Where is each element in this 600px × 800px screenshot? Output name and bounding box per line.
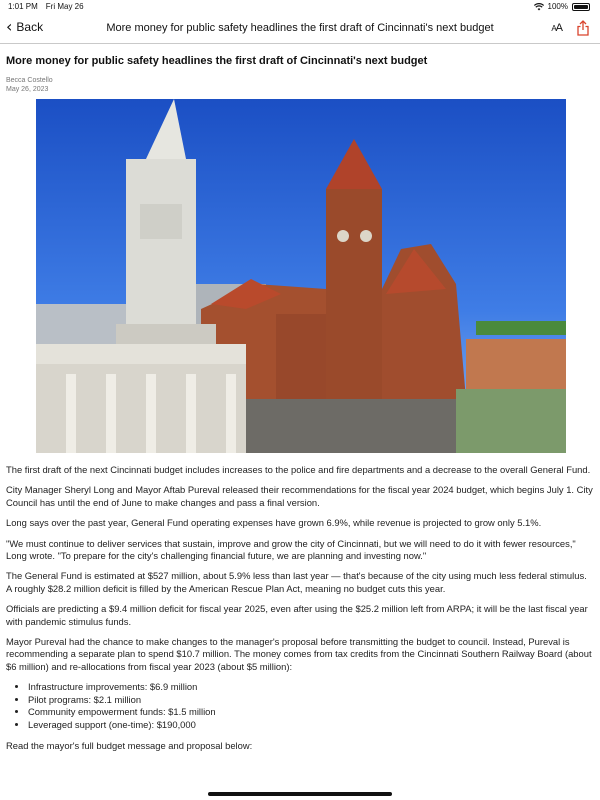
paragraph: "We must continue to deliver services that sustain, improve and grow the city of Cincinnati, but we will need to do it with fewer resources," Long wrote. "To prepare for the city's challenging financial future, we are planning and investing now." (6, 537, 576, 562)
list-item: • Leveraged support (one-time): $190,000 (28, 719, 594, 732)
home-indicator[interactable] (208, 792, 392, 796)
chevron-left-icon: ‹ (6, 17, 13, 36)
share-icon[interactable] (576, 20, 590, 36)
article-body (6, 464, 594, 752)
paragraph: City Manager Sheryl Long and Mayor Aftab Pureval released their recommendations for the fiscal year 2024 budget, which begins July 1. City Council has until the end of June to make changes and pass a final version. (6, 484, 593, 508)
paragraph: The General Fund is estimated at $527 million, about 5.9% less than last year — that's because of the city using much less federal stimulus. A roughly $28.2 million deficit is filled by the American Rescue Plan Act, meaning no budget cuts this year. (6, 570, 587, 594)
paragraph: Mayor Pureval had the chance to make changes to the manager's proposal before transmitting the budget to council. Instead, Pureval is recommending a separate plan to spend $10.7 million. The money comes from tax credits from the Cincinnati Southern Railway Board (about $6 million) and re-allocations from fiscal year 2023 (about $5 million): (6, 636, 592, 672)
list-item: • Infrastructure improvements: $6.9 million (28, 681, 594, 694)
status-date: Fri May 26 (45, 2, 84, 11)
battery-icon (572, 3, 590, 11)
list-item: • Community empowerment funds: $1.5 million (28, 706, 594, 719)
text-size-large-icon: A (555, 22, 562, 34)
status-time: 1:01 PM (8, 2, 38, 11)
article (6, 48, 594, 760)
wifi-icon (534, 3, 544, 11)
text-size-button[interactable] (551, 22, 562, 34)
budget-list (28, 681, 594, 731)
status-bar (0, 0, 600, 14)
back-button[interactable] (6, 17, 44, 36)
paragraph: Long says over the past year, General Fund operating expenses have grown 6.9%, while revenue is projected to grow only 5.1%. (6, 517, 542, 529)
article-headline: More money for public safety headlines the first draft of Cincinnati's next budget (6, 55, 428, 67)
byline (6, 76, 594, 94)
back-label: Back (16, 20, 44, 34)
paragraph: The first draft of the next Cincinnati budget includes increases to the police and fire departments and a decrease to the overall General Fund. (6, 464, 591, 475)
city-hall-photo (36, 99, 566, 453)
nav-title: More money for public safety headlines the first draft of Cincinnati's next budget (106, 22, 494, 34)
nav-bar (0, 14, 600, 44)
paragraph: Officials are predicting a $9.4 million deficit for fiscal year 2025, even after using the $25.2 million left from ARPA; it will be the last fiscal year with pandemic stimulus funds. (6, 603, 588, 627)
list-item: • Pilot programs: $2.1 million (28, 694, 594, 707)
text-size-small-icon: A (551, 24, 556, 33)
article-date: May 26, 2023 (6, 86, 49, 93)
closing-paragraph: Read the mayor's full budget message and proposal below: (6, 739, 253, 751)
article-author: Becca Costello (6, 77, 53, 84)
battery-percent: 100% (547, 2, 568, 11)
